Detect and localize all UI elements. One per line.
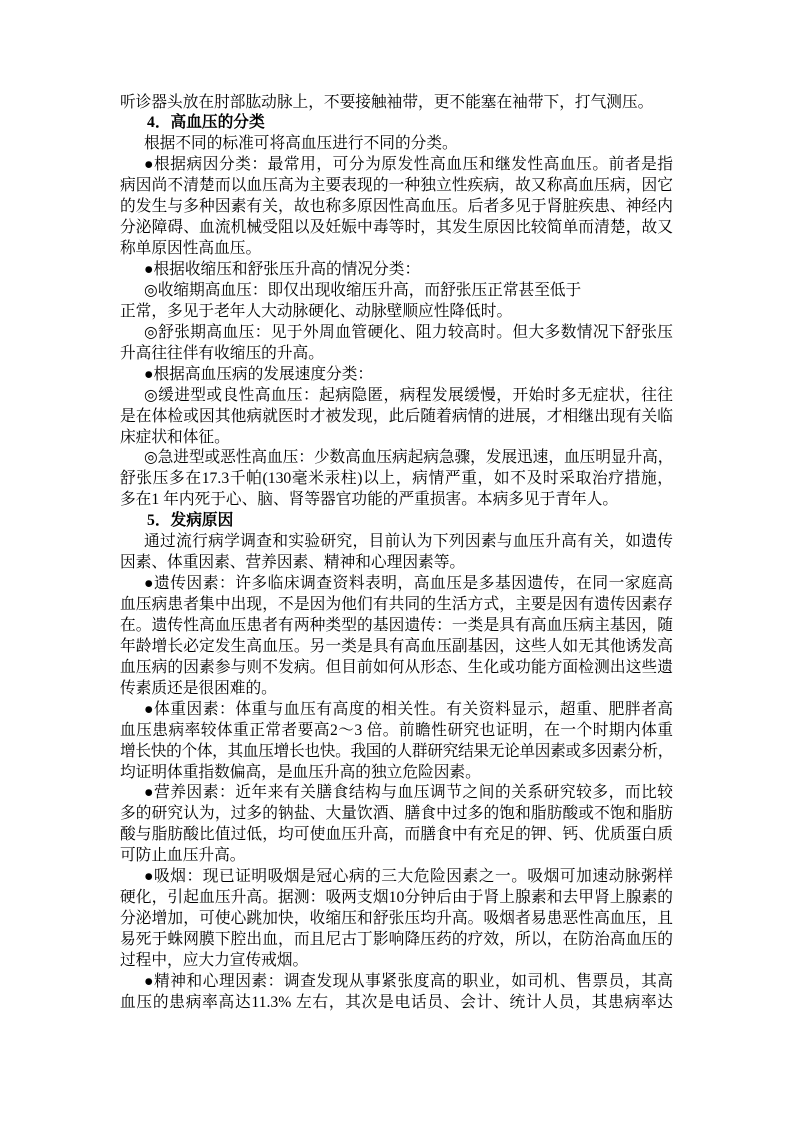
section-causes — [120, 511, 673, 1014]
paragraph-line: 是在体检或因其他病就医时才被发现，此后随着病情的进展，才相继出现有关临 — [120, 407, 673, 425]
paragraph-line: 血压病的因素参与则不发病。但目前如何从形态、生化或功能方面检测出这些遗 — [120, 658, 673, 676]
paragraph-line: ●根据病因分类：最常用，可分为原发性高血压和继发性高血压。前者是指 — [144, 156, 673, 174]
by-speed-paragraph — [120, 365, 673, 386]
paragraph-line: 硬化，引起血压升高。据测：吸两支烟10分钟后由于肾上腺素和去甲肾上腺素的 — [120, 889, 673, 907]
paragraph-line: ●根据收缩压和舒张压升高的情况分类： — [144, 261, 421, 278]
paragraph-line: 血压患病率较体重正常者要高2～3 倍。前瞻性研究也证明，在一个时期内体重 — [120, 721, 673, 739]
paragraph-line: ●精神和心理因素：调查发现从事紧张度高的职业，如司机、售票员，其高 — [144, 972, 673, 990]
paragraph-line: 多在1 年内死于心、脑、肾等器官功能的严重损害。本病多见于青年人。 — [120, 491, 619, 509]
paragraph-line: 通过流行病学调查和实验研究，目前认为下列因素与血压升高有关，如遗传 — [144, 533, 673, 551]
paragraph-line: ◎急进型或恶性高血压：少数高血压病起病急骤，发展迅速，血压明显升高， — [144, 449, 673, 467]
intro-paragraph — [120, 134, 673, 155]
genetic-factor-paragraph — [120, 574, 673, 700]
section-heading: 5．发病原因 — [147, 512, 234, 530]
section-classification — [120, 113, 673, 511]
paragraph-line: 正常，多见于老年人大动脉硬化、动脉壁顺应性降低时。 — [120, 302, 513, 320]
paragraph-line: 酸与脂肪酸比值过低，均可使血压升高，而膳食中有充足的钾、钙、优质蛋白质 — [120, 826, 673, 844]
by-cause-paragraph — [120, 155, 673, 260]
by-pressure-paragraph — [120, 260, 673, 281]
mental-factor-paragraph — [120, 972, 673, 1014]
paragraph-line: 增长快的个体，其血压增长也快。我国的人群研究结果无论单因素或多因素分析， — [120, 742, 673, 760]
paragraph-line: 在。遗传性高血压患者有两种类型的基因遗传：一类是具有高血压病主基因，随 — [120, 616, 673, 634]
intro-paragraph — [120, 532, 673, 574]
paragraph-line: 舒张压多在17.3千帕(130毫米汞柱)以上，病情严重，如不及时采取治疗措施， — [120, 470, 673, 488]
paragraph-line: 分泌障碍、血流机械受阻以及妊娠中毒等时，其发生原因比较简单而清楚，故又 — [120, 219, 673, 237]
paragraph-line: 升高往往伴有收缩压的升高。 — [120, 344, 324, 362]
paragraph-line: 床症状和体征。 — [120, 428, 230, 446]
paragraph-line: 称单原因性高血压。 — [120, 240, 262, 258]
paragraph-line: 易死于蛛网膜下腔出血，而且尼古丁影响降压药的疗效，所以，在防治高血压的 — [120, 931, 673, 948]
rapid-type-paragraph — [120, 448, 673, 511]
paragraph-line: 多的研究认为，过多的钠盐、大量饮酒、膳食中过多的饱和脂肪酸或不饱和脂肪 — [120, 805, 673, 823]
paragraph-line: 均证明体重指数偏高，是血压升高的独立危险因素。 — [120, 763, 481, 781]
systolic-paragraph — [120, 281, 673, 323]
paragraph-line: 过程中，应大力宣传戒烟。 — [120, 951, 309, 969]
nutrition-factor-paragraph — [120, 783, 673, 867]
paragraph-line: ●营养因素：近年来有关膳食结构与血压调节之间的关系研究较多，而比较 — [144, 784, 673, 802]
continuation-paragraph — [120, 93, 673, 114]
paragraph-line: ●遗传因素：许多临床调查资料表明，高血压是多基因遗传，在同一家庭高 — [144, 575, 673, 593]
paragraph-line: 因素、体重因素、营养因素、精神和心理因素等。 — [120, 554, 466, 572]
paragraph-line: ●吸烟：现已证明吸烟是冠心病的三大危险因素之一。吸烟可加速动脉粥样 — [144, 868, 673, 886]
paragraph-line: 病因尚不清楚而以血压高为主要表现的一种独立性疾病，故又称高血压病，因它 — [120, 177, 673, 195]
paragraph-line: 传素质还是很困难的。 — [120, 679, 277, 697]
document-page — [120, 93, 673, 1014]
paragraph-line: ●根据高血压病的发展速度分类： — [144, 365, 374, 383]
paragraph-line: 分泌增加，可使心跳加快，收缩压和舒张压均升高。吸烟者易患恶性高血压，且 — [120, 910, 673, 928]
smoking-factor-paragraph — [120, 867, 673, 972]
paragraph-line: 听诊器头放在肘部肱动脉上，不要接触袖带，更不能塞在袖带下，打气测压。 — [120, 93, 654, 111]
paragraph-line: ◎舒张期高血压：见于外周血管硬化、阻力较高时。但大多数情况下舒张压 — [144, 323, 673, 341]
paragraph-line: ◎收缩期高血压：即仅出现收缩压升高，而舒张压正常甚至低于 — [144, 281, 582, 299]
weight-factor-paragraph — [120, 700, 673, 784]
slow-type-paragraph — [120, 386, 673, 449]
paragraph-line: 血压的患病率高达11.3% 左右，其次是电话员、会计、统计人员，其患病率达 — [120, 993, 673, 1011]
paragraph-line: 血压病患者集中出现，不是因为他们有共同的生活方式，主要是因有遗传因素存 — [120, 596, 673, 613]
paragraph-line: ◎缓进型或良性高血压：起病隐匿，病程发展缓慢，开始时多无症状，往往 — [144, 386, 673, 404]
section-heading: 4．高血压的分类 — [147, 114, 265, 132]
paragraph-line: 的发生与多种因素有关，故也称多原因性高血压。后者多见于肾脏疾患、神经内 — [120, 198, 673, 216]
paragraph-line: 根据不同的标准可将高血压进行不同的分类。 — [144, 135, 458, 153]
diastolic-paragraph — [120, 323, 673, 365]
paragraph-line: 年龄增长必定发生高血压。另一类是具有高血压副基因，这些人如无其他诱发高 — [120, 637, 673, 655]
paragraph-line: 可防止血压升高。 — [120, 847, 246, 865]
paragraph-line: ●体重因素：体重与血压有高度的相关性。有关资料显示，超重、肥胖者高 — [144, 700, 673, 718]
